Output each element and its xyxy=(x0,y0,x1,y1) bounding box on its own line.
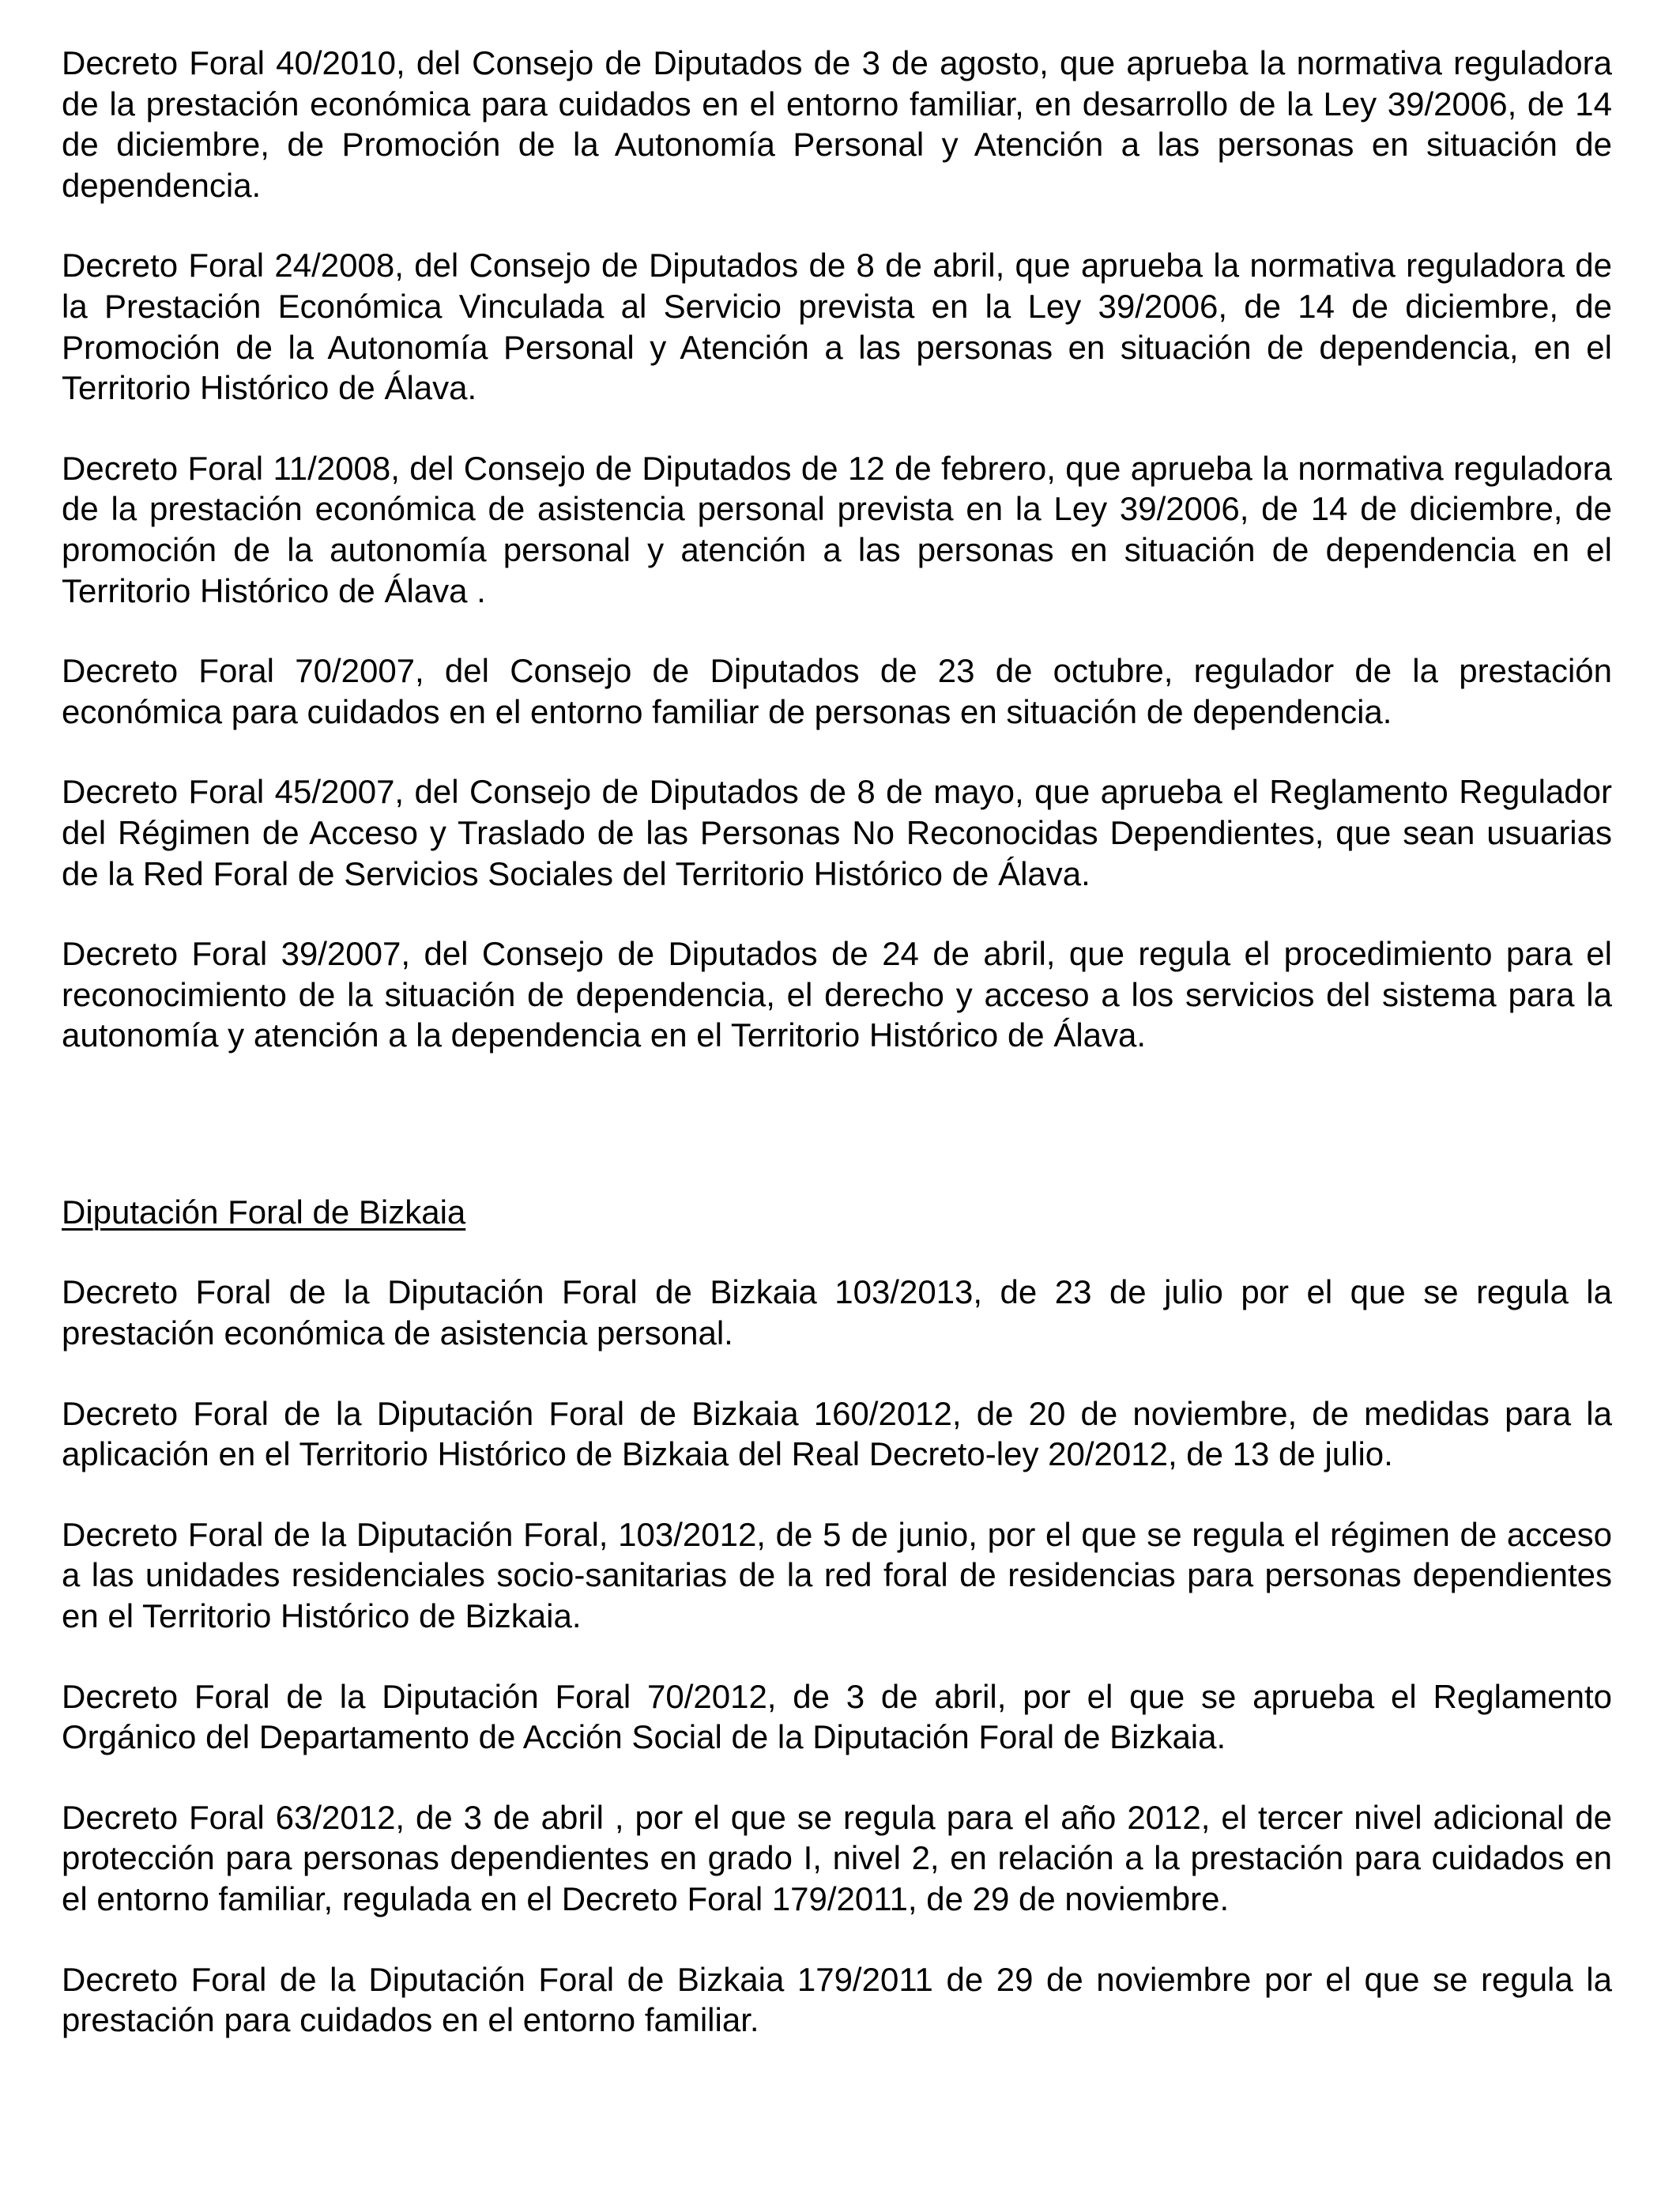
section-spacer xyxy=(62,1056,1612,1192)
bizkaia-decree-63-2012: Decreto Foral 63/2012, de 3 de abril , por el que se regula para el año 2012, el tercer nivel adicional de protección para personas dependientes en grado I, nivel 2, en relación a la prestación para cuidados en el entorno familiar, regulada en el Decreto Foral 179/2011, de 29 de noviembre. xyxy=(62,1798,1612,1917)
document-body xyxy=(62,43,1612,2080)
bizkaia-decree-103-2013: Decreto Foral de la Diputación Foral de Bizkaia 103/2013, de 23 de julio por el que se regula la prestación económica de asistencia personal. xyxy=(62,1273,1612,1352)
bizkaia-decree-160-2012: Decreto Foral de la Diputación Foral de Bizkaia 160/2012, de 20 de noviembre, de medidas para la aplicación en el Territorio Histórico de Bizkaia del Real Decreto-ley 20/2012, de 13 de julio. xyxy=(62,1394,1612,1473)
alava-decree-11-2008: Decreto Foral 11/2008, del Consejo de Diputados de 12 de febrero, que aprueba la normativa reguladora de la prestación económica de asistencia personal prevista en la Ley 39/2006, de 14 de diciembre, de promoción de la autonomía personal y atención a las personas en situación de dependencia en el Territorio Histórico de Álava . xyxy=(62,449,1612,609)
alava-decree-40-2010: Decreto Foral 40/2010, del Consejo de Diputados de 3 de agosto, que aprueba la normativa reguladora de la prestación económica para cuidados en el entorno familiar, en desarrollo de la Ley 39/2006, de 14 de diciembre, de Promoción de la Autonomía Personal y Atención a las personas en situación de dependencia. xyxy=(62,44,1612,204)
alava-decree-39-2007: Decreto Foral 39/2007, del Consejo de Diputados de 24 de abril, que regula el procedimiento para el reconocimiento de la situación de dependencia, el derecho y acceso a los servicios del sistema para la autonomía y atención a la dependencia en el Territorio Histórico de Álava. xyxy=(62,935,1612,1054)
bizkaia-decree-179-2011: Decreto Foral de la Diputación Foral de Bizkaia 179/2011 de 29 de noviembre por el que se regula la prestación para cuidados en el entorno familiar. xyxy=(62,1960,1612,2039)
bizkaia-decree-103-2012: Decreto Foral de la Diputación Foral, 103/2012, de 5 de junio, por el que se regula el régimen de acceso a las unidades residenciales socio-sanitarias de la red foral de residencias para personas dependientes en el Territorio Histórico de Bizkaia. xyxy=(62,1515,1612,1635)
alava-decree-24-2008: Decreto Foral 24/2008, del Consejo de Diputados de 8 de abril, que aprueba la normativa reguladora de la Prestación Económica Vinculada al Servicio prevista en la Ley 39/2006, de 14 de diciembre, de Promoción de la Autonomía Personal y Atención a las personas en situación de dependencia, en el Territorio Histórico de Álava. xyxy=(62,247,1612,407)
section-heading-bizkaia: Diputación Foral de Bizkaia xyxy=(62,1193,466,1231)
bizkaia-decree-70-2012: Decreto Foral de la Diputación Foral 70/2012, de 3 de abril, por el que se aprueba el Reglamento Orgánico del Departamento de Acción Social de la Diputación Foral de Bizkaia. xyxy=(62,1677,1612,1756)
alava-decree-45-2007: Decreto Foral 45/2007, del Consejo de Diputados de 8 de mayo, que aprueba el Reglamento Regulador del Régimen de Acceso y Traslado de las Personas No Reconocidas Dependientes, que sean usuarias de la Red Foral de Servicios Sociales del Territorio Histórico de Álava. xyxy=(62,773,1612,892)
alava-decree-70-2007: Decreto Foral 70/2007, del Consejo de Diputados de 23 de octubre, regulador de la prestación económica para cuidados en el entorno familiar de personas en situación de dependencia. xyxy=(62,652,1612,730)
